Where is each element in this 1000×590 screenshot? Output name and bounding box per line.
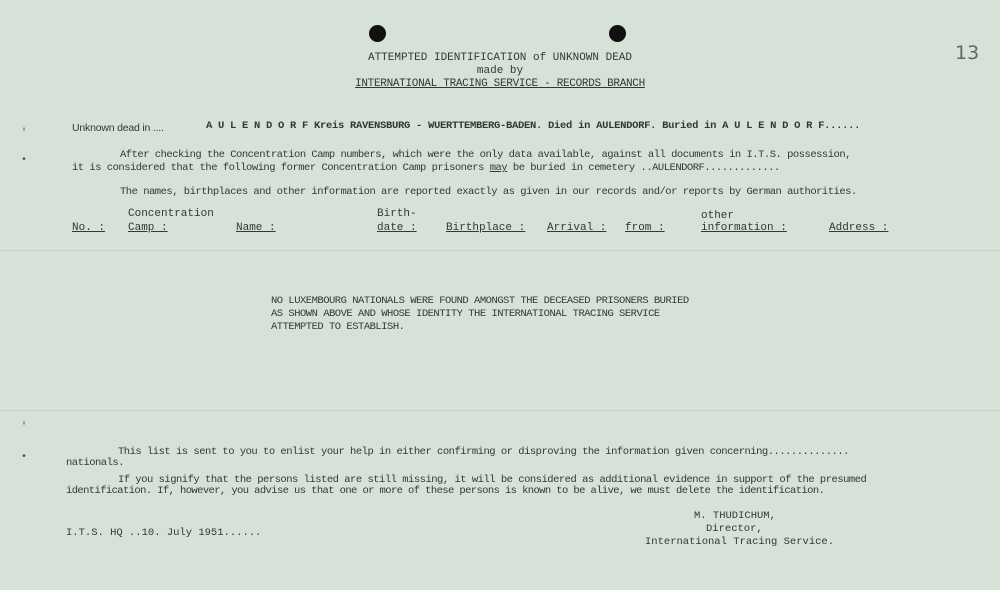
edge-mark: ' bbox=[21, 422, 28, 433]
may-word: may bbox=[489, 162, 508, 174]
unknown-dead-label: Unknown dead in .... bbox=[72, 122, 164, 134]
edge-mark: • bbox=[21, 155, 28, 166]
header-organization: INTERNATIONAL TRACING SERVICE - RECORDS BRANCH bbox=[355, 78, 645, 90]
page-number: 13 bbox=[955, 42, 980, 64]
column-info-top: other bbox=[701, 210, 735, 222]
notice-line-3: ATTEMPTED TO ESTABLISH. bbox=[271, 321, 405, 333]
signatory-name: M. THUDICHUM, bbox=[694, 510, 776, 522]
column-camp-top: Concentration bbox=[128, 208, 214, 220]
punch-hole bbox=[609, 25, 626, 42]
paragraph-considered bbox=[72, 162, 780, 175]
fold-line bbox=[0, 410, 1000, 411]
date-value: 10. July 1951 bbox=[141, 527, 224, 539]
considered-text: it is considered that the following former Concentration Camp prisoners bbox=[72, 162, 490, 174]
column-from: from : bbox=[625, 222, 665, 234]
signatory-organization: International Tracing Service. bbox=[645, 536, 835, 548]
column-birthdate-top: Birth- bbox=[377, 208, 417, 220]
column-camp: Camp : bbox=[128, 222, 168, 234]
column-name: Name : bbox=[236, 222, 276, 234]
help-line-1: This list is sent to you to enlist your help in either confirming or disproving the information given concerning.............. bbox=[118, 446, 849, 458]
notice-line-2: AS SHOWN ABOVE AND WHOSE IDENTITY THE INTERNATIONAL TRACING SERVICE bbox=[271, 308, 660, 320]
missing-line-2: identification. If, however, you advise us that one or more of these persons is known to be alive, we must delete the identification. bbox=[66, 485, 825, 497]
unknown-dead-value: A U L E N D O R F Kreis RAVENSBURG - WUERTTEMBERG-BADEN. Died in AULENDORF. Buried in A U L E N D O R F...... bbox=[206, 120, 861, 132]
fold-line bbox=[0, 250, 1000, 251]
paragraph-reported: The names, birthplaces and other information are reported exactly as given in our records and/or reports by German authorities. bbox=[120, 186, 857, 198]
column-no: No. : bbox=[72, 222, 106, 234]
hq-date-line bbox=[66, 527, 261, 540]
help-line-2: nationals. bbox=[66, 457, 125, 469]
edge-mark: • bbox=[21, 452, 28, 463]
edge-mark: ' bbox=[21, 128, 28, 139]
missing-line-1: If you signify that the persons listed are still missing, it will be considered as additional evidence in support of the presumed bbox=[118, 474, 867, 486]
header-subtitle: made by bbox=[476, 65, 524, 77]
signatory-title: Director, bbox=[706, 523, 763, 535]
notice-line-1: NO LUXEMBOURG NATIONALS WERE FOUND AMONGST THE DECEASED PRISONERS BURIED bbox=[271, 295, 689, 307]
cemetery-text: be buried in cemetery ..AULENDORF............. bbox=[507, 162, 780, 174]
column-birthplace: Birthplace : bbox=[446, 222, 526, 234]
column-address: Address : bbox=[829, 222, 889, 234]
header-title: ATTEMPTED IDENTIFICATION of UNKNOWN DEAD bbox=[367, 52, 633, 64]
hq-label: I.T.S. HQ .. bbox=[66, 527, 142, 539]
column-arrival: Arrival : bbox=[547, 222, 607, 234]
column-info: information : bbox=[701, 222, 787, 234]
date-dots: ...... bbox=[223, 527, 262, 539]
paragraph-checking: After checking the Concentration Camp numbers, which were the only data available, against all documents in I.T.S. possession, bbox=[120, 149, 851, 161]
punch-hole bbox=[369, 25, 386, 42]
column-birthdate: date : bbox=[377, 222, 417, 234]
